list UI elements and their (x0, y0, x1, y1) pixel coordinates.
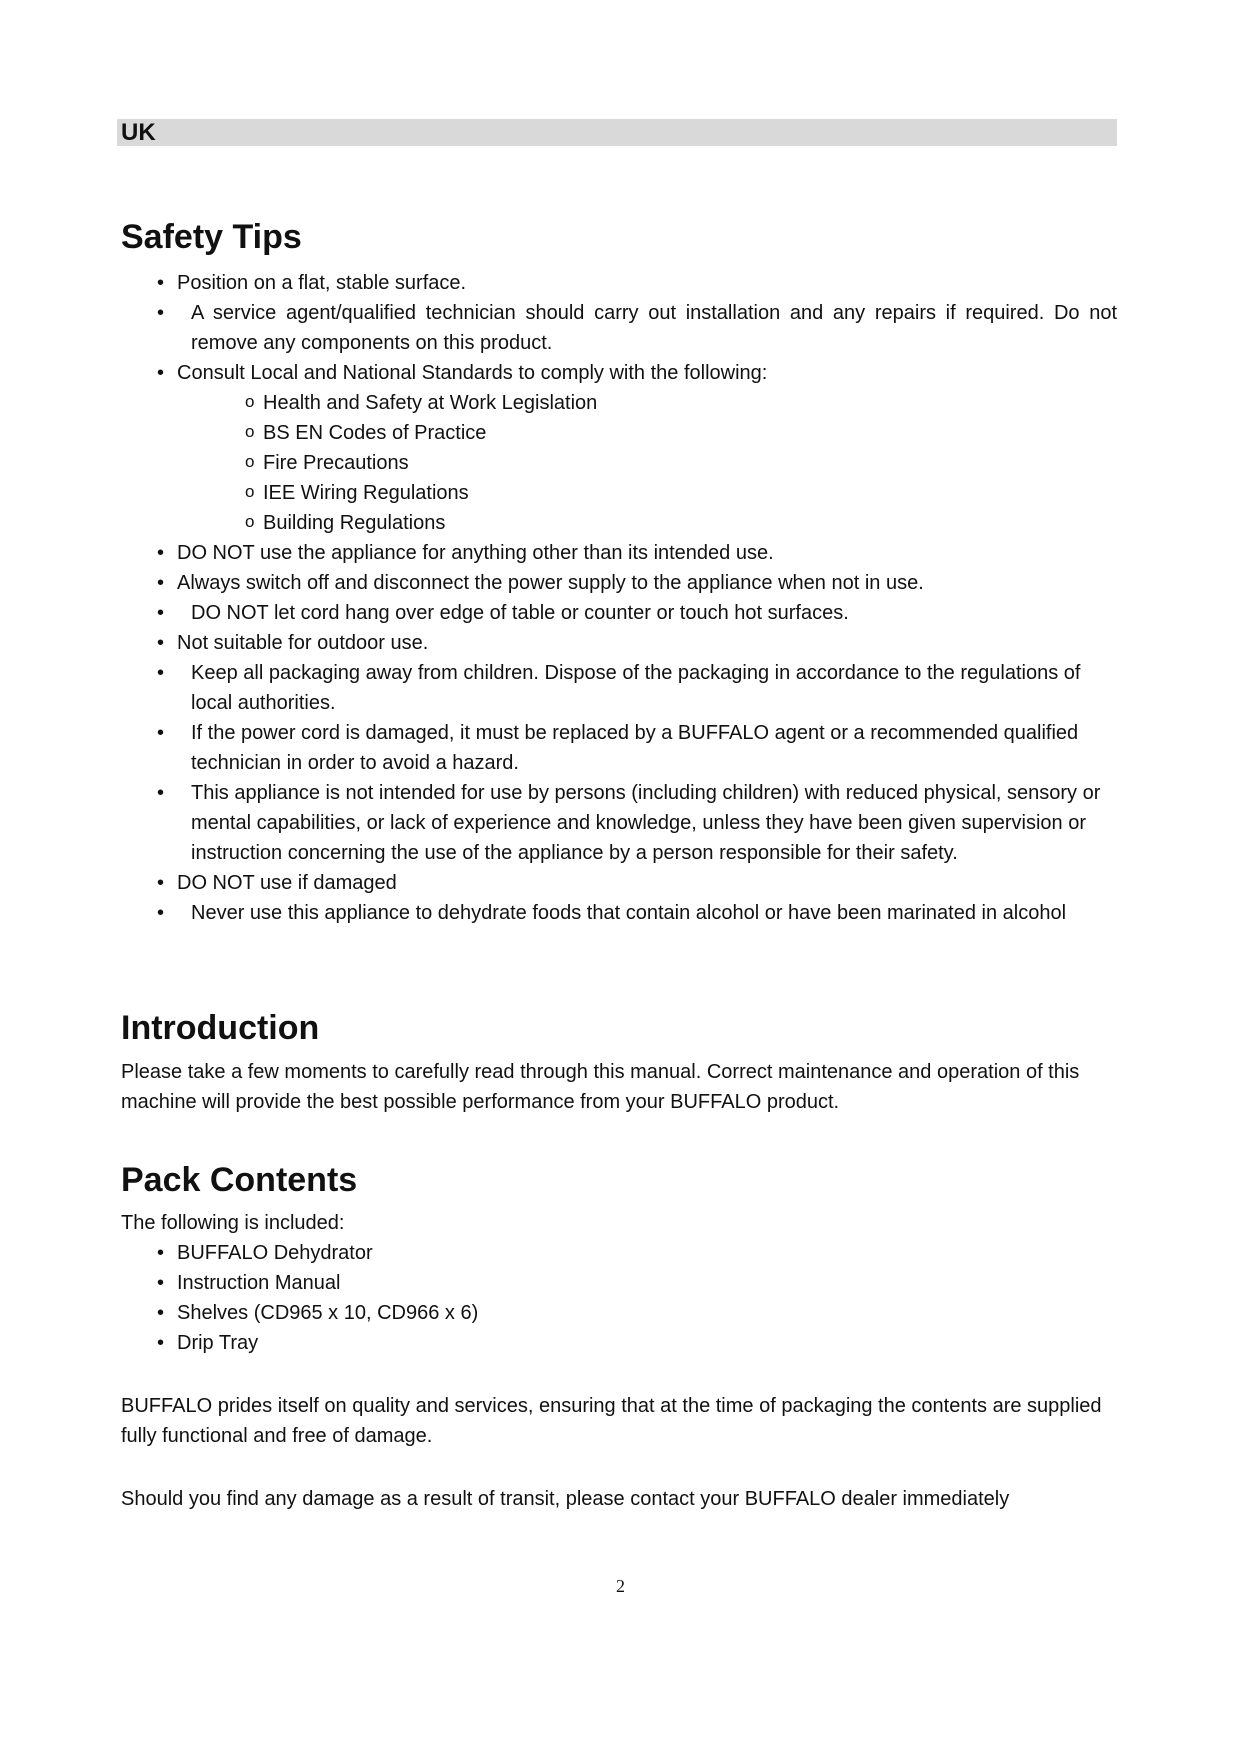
introduction-text: Please take a few moments to carefully read through this manual. Correct maintenance and operation of this machine will provide the best possible performance from your BUFFALO product. (121, 1061, 1080, 1113)
safety-item: • Never use this appliance to dehydrate foods that contain alcohol or have been marinated in alcohol (157, 898, 1117, 928)
standard-item: o IEE Wiring Regulations (245, 478, 1117, 508)
safety-item: • This appliance is not intended for use by persons (including children) with reduced physical, sensory or mental capabilities, or lack of experience and knowledge, unless they have been given supervision or instruction concerning the use of the appliance by a person responsible for their safety. (157, 778, 1117, 868)
quality-statement: BUFFALO prides itself on quality and services, ensuring that at the time of packaging the contents are supplied fully functional and free of damage. (121, 1395, 1102, 1447)
damage-notice: Should you find any damage as a result of transit, please contact your BUFFALO dealer immediately (121, 1488, 1010, 1510)
pack-item: • Shelves (CD965 x 10, CD966 x 6) (157, 1298, 957, 1328)
safety-tips-heading: Safety Tips (121, 218, 302, 256)
page-number: 2 (616, 1576, 625, 1596)
introduction-heading: Introduction (121, 1009, 320, 1047)
pack-contents-heading: Pack Contents (121, 1161, 358, 1199)
pack-item: • BUFFALO Dehydrator (157, 1238, 957, 1268)
safety-item: • Not suitable for outdoor use. (157, 628, 1117, 658)
safety-item: • A service agent/qualified technician should carry out installation and any repairs if required. Do not remove any components on this product. (157, 298, 1117, 358)
safety-item: • Position on a flat, stable surface. (157, 268, 1117, 298)
pack-contents-list (157, 1238, 957, 1358)
safety-item: • DO NOT let cord hang over edge of table or counter or touch hot surfaces. (157, 598, 1117, 628)
safety-item: • DO NOT use the appliance for anything other than its intended use. (157, 538, 1117, 568)
pack-item: • Instruction Manual (157, 1268, 957, 1298)
standard-item: o Building Regulations (245, 508, 1117, 538)
safety-item: • Always switch off and disconnect the power supply to the appliance when not in use. (157, 568, 1117, 598)
pack-item: • Drip Tray (157, 1328, 957, 1358)
language-header-bar (117, 119, 1117, 146)
pack-contents-intro: The following is included: (121, 1212, 345, 1234)
standard-item: o Health and Safety at Work Legislation (245, 388, 1117, 418)
safety-item-text: Consult Local and National Standards to comply with the following: (177, 362, 768, 384)
standard-item: o BS EN Codes of Practice (245, 418, 1117, 448)
safety-item-standards (157, 358, 1117, 538)
standard-item: o Fire Precautions (245, 448, 1117, 478)
safety-tips-list (157, 268, 1117, 928)
safety-item: • Keep all packaging away from children. Dispose of the packaging in accordance to the regulations of local authorities. (157, 658, 1117, 718)
safety-item: • DO NOT use if damaged (157, 868, 1117, 898)
standards-sublist (177, 388, 1117, 538)
language-label: UK (121, 119, 156, 146)
safety-item: • If the power cord is damaged, it must be replaced by a BUFFALO agent or a recommended qualified technician in order to avoid a hazard. (157, 718, 1117, 778)
